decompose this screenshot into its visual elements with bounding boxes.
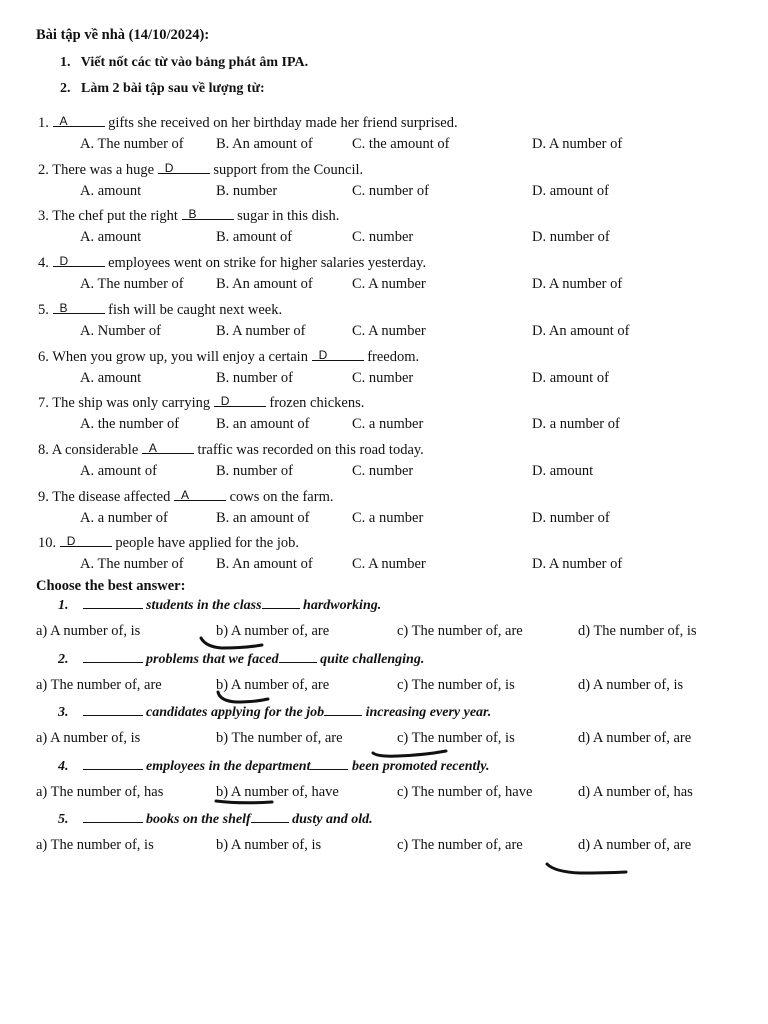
mc-option-a[interactable]: a) The number of, is [36, 837, 154, 853]
option-b[interactable]: B. number [216, 182, 278, 199]
mc-option-d[interactable]: d) A number of, are [578, 837, 692, 853]
option-d[interactable]: D. amount of [532, 182, 609, 199]
question-text-part2: dusty and old. [292, 812, 373, 827]
handwritten-answer: D [66, 534, 76, 549]
option-a[interactable]: A. The number of [80, 556, 184, 573]
question-number: 6. [38, 348, 49, 365]
option-a[interactable]: A. The number of [80, 136, 184, 152]
question-text-after: sugar in this dish. [237, 208, 340, 225]
option-d[interactable]: D. A number of [532, 276, 623, 293]
task-number: 2. [60, 81, 71, 96]
part2-title: Choose the best answer: [36, 578, 186, 594]
question-text-after: freedom. [367, 348, 420, 365]
handwritten-answer: D [318, 347, 328, 362]
mc-option-b[interactable]: b) A number of, is [216, 837, 322, 853]
mc-option-c[interactable]: c) The number of, have [397, 783, 533, 800]
page-title: Bài tập về nhà (14/10/2024): [36, 27, 210, 43]
option-d[interactable]: D. A number of [532, 136, 623, 152]
question-text-after: fish will be caught next week. [108, 301, 283, 318]
option-a[interactable]: A. amount [80, 182, 142, 199]
question-text-part2: been promoted recently. [351, 758, 490, 774]
question-number: 5. [58, 812, 69, 827]
mc-option-d[interactable]: d) The number of, is [578, 623, 697, 639]
mc-option-c[interactable]: c) The number of, are [397, 837, 523, 853]
mc-option-b[interactable]: b) A number of, are [216, 623, 330, 639]
option-b[interactable]: B. an amount of [216, 509, 310, 526]
question-text-after: support from the Council. [213, 161, 364, 178]
mc-option-b[interactable]: b) The number of, are [216, 730, 343, 746]
option-a[interactable]: A. The number of [80, 276, 184, 293]
mc-option-c[interactable]: c) The number of, are [397, 623, 523, 639]
question-text-part1: books on the shelf [146, 812, 251, 827]
handwritten-answer: A [180, 487, 189, 502]
question-text-part2: quite challenging. [320, 651, 425, 667]
question-number: 5. [38, 301, 49, 318]
option-c[interactable]: C. number [352, 462, 414, 479]
question-text-after: frozen chickens. [269, 395, 365, 412]
handwritten-underline [216, 801, 272, 803]
option-c[interactable]: C. the amount of [352, 136, 450, 152]
question-text-part2: hardworking. [303, 598, 382, 613]
option-a[interactable]: A. amount of [80, 462, 157, 479]
question-number: 10. [38, 535, 57, 552]
option-c[interactable]: C. A number [352, 276, 426, 293]
option-b[interactable]: B. number of [216, 369, 293, 386]
mc-option-d[interactable]: d) A number of, are [578, 730, 692, 746]
mc-option-b[interactable]: b) A number of, have [216, 783, 339, 800]
question-number: 2. [38, 161, 49, 178]
mc-option-b[interactable]: b) A number of, are [216, 676, 330, 693]
option-b[interactable]: B. an amount of [216, 416, 310, 433]
handwritten-answer: A [148, 440, 157, 455]
option-c[interactable]: C. a number [352, 509, 424, 526]
question-number: 4. [58, 758, 69, 774]
handwritten-underline [547, 864, 626, 873]
mc-option-c[interactable]: c) The number of, is [397, 730, 515, 746]
question-number: 7. [38, 395, 49, 412]
task-text: Làm 2 bài tập sau về lượng từ: [81, 81, 265, 96]
option-d[interactable]: D. A number of [532, 556, 623, 573]
question-text-after: cows on the farm. [229, 488, 334, 505]
option-b[interactable]: B. number of [216, 462, 293, 479]
question-text-part1: problems that we faced [146, 651, 279, 667]
handwritten-answer: D [220, 394, 230, 409]
question-text-before: The chef put the right [52, 208, 178, 225]
option-a[interactable]: A. amount [80, 369, 142, 386]
question-number: 3. [38, 208, 49, 225]
question-text-after: people have applied for the job. [115, 535, 299, 552]
question-number: 1. [38, 115, 49, 131]
handwritten-answer: A [59, 114, 68, 128]
mc-option-d[interactable]: d) A number of, is [578, 676, 684, 693]
mc-option-c[interactable]: c) The number of, is [397, 676, 515, 693]
question-text-before: The disease affected [52, 488, 171, 505]
question-text-part2: increasing every year. [365, 705, 492, 720]
option-c[interactable]: C. a number [352, 416, 424, 433]
option-c[interactable]: C. number [352, 229, 414, 246]
option-c[interactable]: C. A number [352, 322, 426, 339]
question-number: 2. [58, 651, 69, 667]
mc-option-a[interactable]: a) The number of, are [36, 676, 162, 693]
option-b[interactable]: B. An amount of [216, 556, 313, 573]
handwritten-underline [218, 692, 268, 702]
option-d[interactable]: D. amount [532, 462, 594, 479]
question-text-after: gifts she received on her birthday made her friend surprised. [108, 115, 458, 131]
option-a[interactable]: A. the number of [80, 416, 180, 433]
option-b[interactable]: B. A number of [216, 322, 306, 339]
handwritten-answer: B [188, 207, 197, 222]
question-text-part1: employees in the department [146, 758, 311, 774]
option-c[interactable]: C. number of [352, 182, 429, 199]
question-text-before: When you grow up, you will enjoy a certain [52, 348, 308, 365]
mc-option-a[interactable]: a) A number of, is [36, 623, 141, 639]
option-a[interactable]: A. amount [80, 229, 142, 246]
question-text-after: employees went on strike for higher salaries yesterday. [108, 255, 427, 272]
option-b[interactable]: B. amount of [216, 229, 293, 246]
question-number: 8. [38, 441, 49, 458]
mc-option-d[interactable]: d) A number of, has [578, 783, 693, 800]
option-d[interactable]: D. amount of [532, 369, 609, 386]
option-b[interactable]: B. An amount of [216, 136, 313, 152]
mc-option-a[interactable]: a) A number of, is [36, 730, 141, 746]
question-number: 4. [38, 255, 49, 272]
question-number: 1. [58, 598, 69, 613]
handwritten-answer: D [59, 254, 69, 269]
option-d[interactable]: D. a number of [532, 416, 620, 433]
question-text-part1: students in the class [146, 598, 262, 613]
question-text-before: There was a huge [52, 161, 155, 178]
handwritten-answer: B [59, 300, 68, 315]
question-text-part1: candidates applying for the job [146, 705, 325, 720]
question-number: 9. [38, 488, 49, 505]
option-b[interactable]: B. An amount of [216, 276, 313, 293]
option-a[interactable]: A. a number of [80, 509, 168, 526]
option-c[interactable]: C. number [352, 369, 414, 386]
question-text-before: A considerable [51, 441, 139, 458]
question-number: 3. [58, 705, 69, 720]
option-c[interactable]: C. A number [352, 556, 426, 573]
question-text-before: The ship was only carrying [52, 395, 211, 412]
mc-option-a[interactable]: a) The number of, has [36, 783, 164, 800]
task-text: Viết nốt các từ vào bảng phát âm IPA. [80, 55, 309, 70]
question-text-after: traffic was recorded on this road today. [197, 441, 424, 458]
handwritten-underline [201, 638, 262, 648]
task-number: 1. [60, 55, 71, 70]
option-d[interactable]: D. An amount of [532, 322, 630, 339]
handwritten-answer: D [164, 160, 174, 175]
option-d[interactable]: D. number of [532, 229, 610, 246]
option-d[interactable]: D. number of [532, 509, 610, 526]
handwritten-underline [373, 751, 446, 756]
option-a[interactable]: A. Number of [80, 322, 161, 339]
